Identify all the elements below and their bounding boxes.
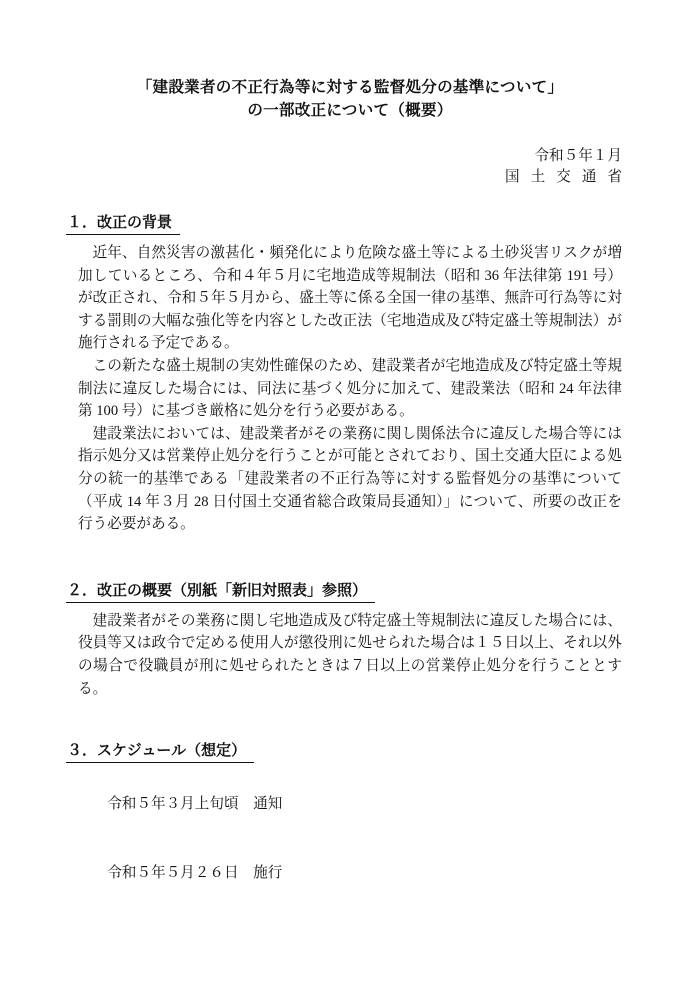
- background-paragraph-3: 建設業法においては、建設業者がその業務に関し関係法令に違反した場合等には指示処分又は営業停止処分を行うことが可能とされており、国土交通大臣による処分の統一的基準である「建設業者の不正行為等に対する監督処分の基準について（平成 14 年３月 28 日付国土交通省総合政策局長通知）」について、所要の改正を行う必要がある。: [78, 425, 622, 533]
- issued-block: [66, 146, 633, 188]
- section-background: [66, 214, 622, 536]
- section-overview: [66, 582, 622, 700]
- issued-organization: 国土交通省: [505, 169, 633, 185]
- section-overview-heading-text: ２．改正の概要（別紙「新旧対照表」参照）: [66, 582, 375, 603]
- schedule-row-enforcement: [78, 839, 622, 908]
- document-title-line1: 「建設業者の不正行為等に対する監督処分の基準について」: [136, 79, 564, 96]
- section-schedule-heading-text: ３．スケジュール（想定）: [66, 742, 254, 763]
- document-title: [0, 76, 700, 122]
- section-overview-heading: [66, 582, 622, 603]
- schedule-date-notice: 令和５年３月上旬頃: [107, 796, 239, 813]
- schedule-row-notice: [78, 770, 622, 839]
- background-paragraph-1: 近年、自然災害の激甚化・頻発化により危険な盛土等による土砂災害リスクが増加しているところ、令和４年５月に宅地造成等規制法（昭和 36 年法律第 191 号）が改正され、令和５年５月から、盛土等に係る全国一律の基準、無許可行為等に対する罰則の大幅な強化等を内容とした改正法（宅地造成及び特定盛土等規制法）が施行される予定である。: [78, 245, 622, 352]
- schedule-event-enforcement: 施行: [253, 865, 283, 882]
- issued-date: 令和５年１月: [534, 148, 622, 164]
- section-schedule: [66, 742, 622, 908]
- overview-paragraph-1: 建設業者がその業務に関し宅地造成及び特定盛土等規制法に違反した場合には、役員等又は政令で定める使用人が懲役刑に処せられた場合は１５日以上、それ以外の場合で役職員が刑に処せられたときは７日以上の営業停止処分を行うこととする。: [78, 612, 622, 697]
- schedule-event-notice: 通知: [253, 796, 283, 813]
- document-title-line2: の一部改正について（概要）: [247, 102, 453, 119]
- section-background-heading-text: １．改正の背景: [66, 214, 180, 235]
- background-paragraph-2: この新たな盛土規制の実効性確保のため、建設業者が宅地造成及び特定盛土等規制法に違反した場合には、同法に基づく処分に加えて、建設業法（昭和 24 年法律第 100 号）に基づき厳格に処分を行う必要がある。: [78, 357, 622, 420]
- section-schedule-heading: [66, 742, 622, 763]
- schedule-list: [78, 770, 622, 908]
- section-background-heading: [66, 214, 622, 235]
- schedule-date-enforcement: 令和５年５月２６日: [107, 865, 239, 882]
